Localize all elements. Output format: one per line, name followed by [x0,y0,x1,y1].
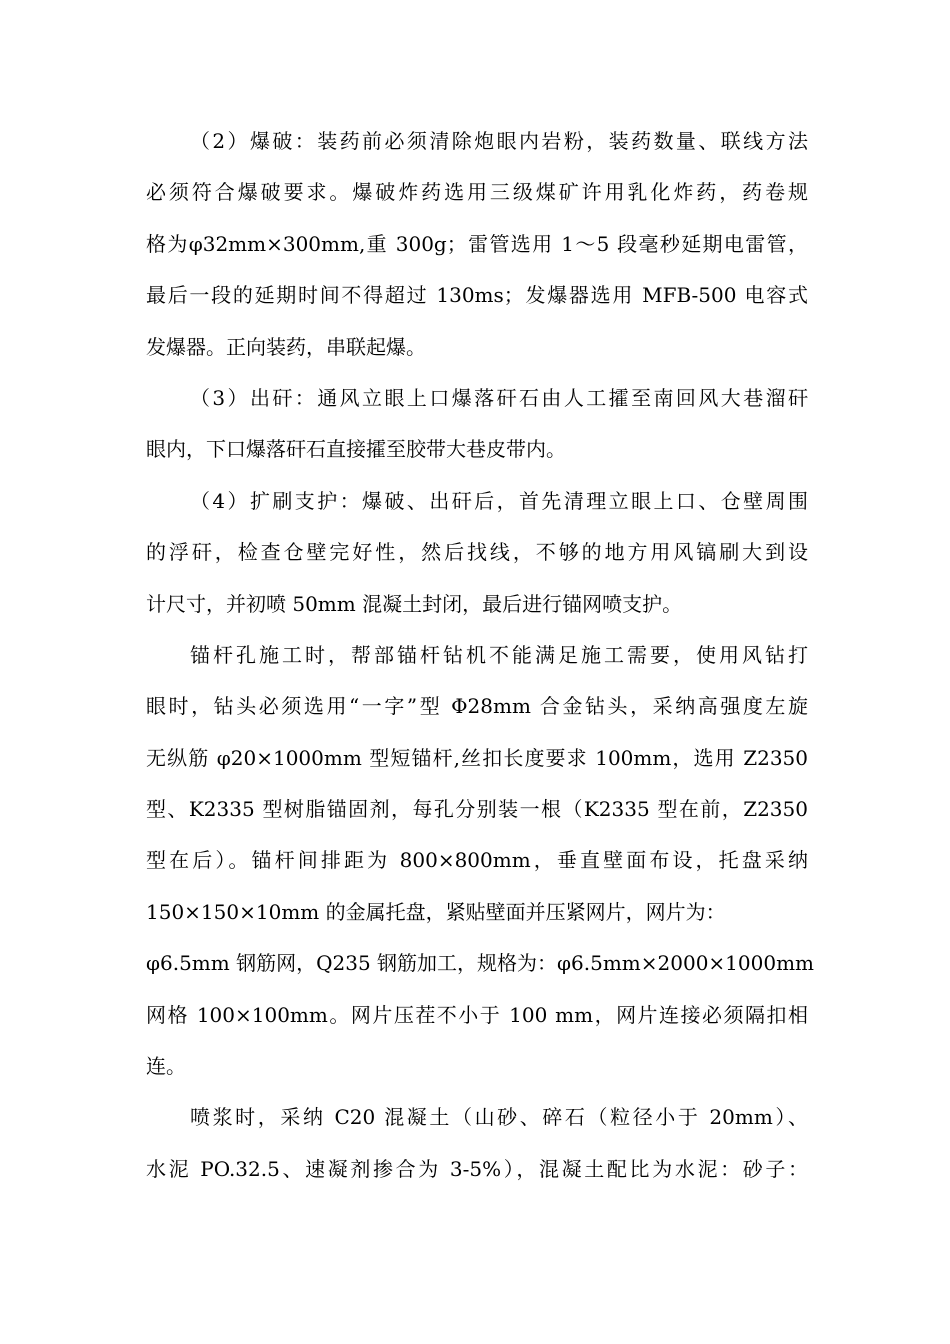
para-blasting-line-5: 发爆器。正向装药，串联起爆。 [146,334,426,359]
para-anchor-line-2: 眼时，钻头必须选用“一字”型 Φ28mm 合金钻头，采纳高强度左旋 [146,694,808,719]
para-blasting-line-2: 必须符合爆破要求。爆破炸药选用三级煤矿许用乳化炸药，药卷规 [146,180,808,205]
para-anchor-line-4: 型、K2335 型树脂锚固剂，每孔分别装一根（K2335 型在前，Z2350 [146,797,808,822]
para-anchor-line-5: 型在后）。锚杆间排距为 800×800mm，垂直壁面布设，托盘采纳 [146,848,808,873]
para-anchor-line-3: 无纵筋 φ20×1000mm 型短锚杆,丝扣长度要求 100mm，选用 Z2350 [146,745,808,770]
para-support-line-1: （4）扩刷支护：爆破、出矸后，首先清理立眼上口、仓壁周围 [190,488,808,513]
para-anchor-line-7: φ6.5mm 钢筋网，Q235 钢筋加工，规格为：φ6.5mm×2000×1000mm [146,951,815,976]
para-blasting-line-1: （2）爆破：装药前必须清除炮眼内岩粉，装药数量、联线方法 [190,129,808,153]
para-anchor-line-8: 网格 100×100mm。网片压茬不小于 100 mm，网片连接必须隔扣相 [146,1002,808,1027]
para-mucking-line-1: （3）出矸：通风立眼上口爆落矸石由人工攉至南回风大巷溜矸 [190,385,808,410]
para-mucking-line-2: 眼内，下口爆落矸石直接攉至胶带大巷皮带内。 [146,437,566,462]
para-support-line-3: 计尺寸，并初喷 50mm 混凝土封闭，最后进行锚网喷支护。 [146,591,683,616]
para-support-line-2: 的浮矸，检查仓壁完好性，然后找线，不够的地方用风镐刷大到设 [146,540,808,565]
para-blasting-line-4: 最后一段的延期时间不得超过 130ms；发爆器选用 MFB-500 电容式 [146,283,808,308]
para-blasting-line-3: 格为φ32mm×300mm,重 300g；雷管选用 1～5 段毫秒延期电雷管， [146,231,808,256]
para-shotcrete-line-1: 喷浆时，采纳 C20 混凝土（山砂、碎石（粒径小于 20mm）、 [190,1105,808,1130]
para-anchor-line-1: 锚杆孔施工时，帮部锚杆钻机不能满足施工需要，使用风钻打 [190,642,808,667]
para-anchor-line-9: 连。 [146,1054,186,1079]
para-shotcrete-line-2: 水泥 PO.32.5、速凝剂掺合为 3-5%），混凝土配比为水泥：砂子： [146,1156,808,1181]
para-anchor-line-6: 150×150×10mm 的金属托盘，紧贴壁面并压紧网片，网片为： [146,899,726,924]
document-body [146,116,815,1195]
